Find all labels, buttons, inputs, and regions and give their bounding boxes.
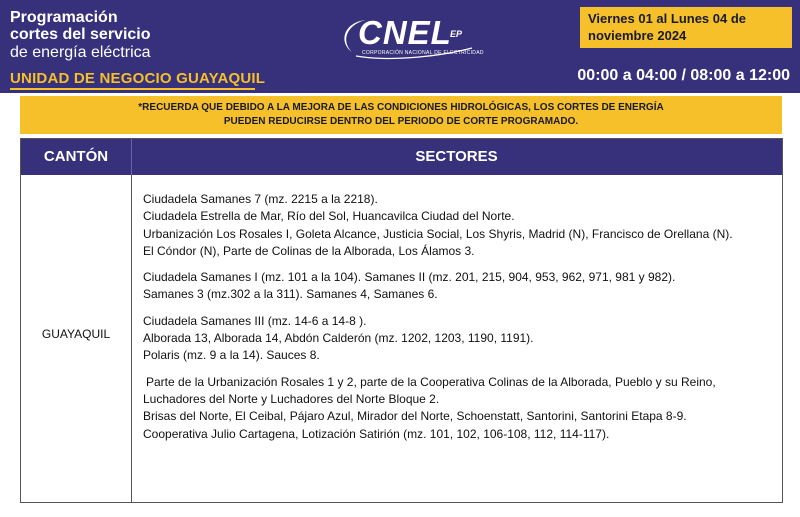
canton-cell: GUAYAQUIL <box>41 327 111 341</box>
group-spacer <box>143 365 773 374</box>
logo-wordmark: CNEL <box>358 14 452 51</box>
header-canton: CANTÓN <box>43 148 109 165</box>
sector-line: Alborada 13, Alborada 14, Abdón Calderón (mz. 1202, 1203, 1190, 1191). <box>143 331 534 346</box>
sector-line: Ciudadela Samanes III (mz. 14-6 a 14-8 ). <box>143 313 367 328</box>
outage-table <box>20 138 783 503</box>
unit-underline <box>10 88 255 90</box>
sector-line: Brisas del Norte, El Ceibal, Pájaro Azul, Mirador del Norte, Schoenstatt, Santorini, Santorini Etapa 8-9. <box>143 409 687 424</box>
business-unit-label: UNIDAD DE NEGOCIO GUAYAQUIL <box>10 70 266 87</box>
sectores-cell <box>143 191 773 443</box>
group-spacer <box>143 304 773 313</box>
title-line-3: de energía eléctrica <box>10 44 151 61</box>
sector-line: Ciudadela Estrella de Mar, Río del Sol, Huancavilca Ciudad del Norte. <box>143 209 515 224</box>
notice-line-2: PUEDEN REDUCIRSE DENTRO DEL PERIODO DE CORTE PROGRAMADO. <box>223 116 579 127</box>
notice-line-1: *RECUERDA QUE DEBIDO A LA MEJORA DE LAS CONDICIONES HIDROLÓGICAS, LOS CORTES DE ENERGÍA <box>138 102 664 113</box>
sector-line: Parte de la Urbanización Rosales 1 y 2, parte de la Cooperativa Colinas de la Alborada, Pueblo y su Reino, <box>146 374 716 389</box>
notice-banner <box>20 96 782 134</box>
logo-suffix: EP <box>450 29 463 39</box>
group-spacer <box>143 260 773 269</box>
header-sectores: SECTORES <box>415 148 498 165</box>
title-line-1: Programación <box>10 9 118 26</box>
logo-subtitle: CORPORACIÓN NACIONAL DE ELECTRICIDAD <box>362 50 484 56</box>
sector-line: Samanes 3 (mz.302 a la 311). Samanes 4, Samanes 6. <box>143 287 438 302</box>
date-line-1: Viernes 01 al Lunes 04 de <box>588 11 747 26</box>
schedule-hours: 00:00 a 04:00 / 08:00 a 12:00 <box>577 67 790 84</box>
sector-line: Polaris (mz. 9 a la 14). Sauces 8. <box>143 348 320 363</box>
table-header-row <box>21 139 782 175</box>
column-divider <box>131 175 132 502</box>
sector-line: Ciudadela Samanes 7 (mz. 2215 a la 2218). <box>143 192 378 206</box>
sector-line: Urbanización Los Rosales I, Goleta Alcance, Justicia Social, Los Shyris, Madrid (N), Francisco de Orellana (N). <box>143 226 733 241</box>
date-range-box <box>580 7 792 48</box>
sector-line: Cooperativa Julio Cartagena, Lotización Satirión (mz. 101, 102, 106-108, 112, 114-117). <box>143 426 610 441</box>
sector-line: Luchadores del Norte y Luchadores del Norte Bloque 2. <box>143 391 440 406</box>
cnel-logo <box>332 12 482 67</box>
date-line-2: noviembre 2024 <box>588 28 687 43</box>
title-line-2: cortes del servicio <box>10 26 151 43</box>
header-banner <box>0 0 800 93</box>
sector-line: Ciudadela Samanes I (mz. 101 a la 104). Samanes II (mz. 201, 215, 904, 953, 962, 971, 981 y 982). <box>143 270 676 285</box>
sector-line: El Cóndor (N), Parte de Colinas de la Alborada, Los Álamos 3. <box>143 243 475 258</box>
